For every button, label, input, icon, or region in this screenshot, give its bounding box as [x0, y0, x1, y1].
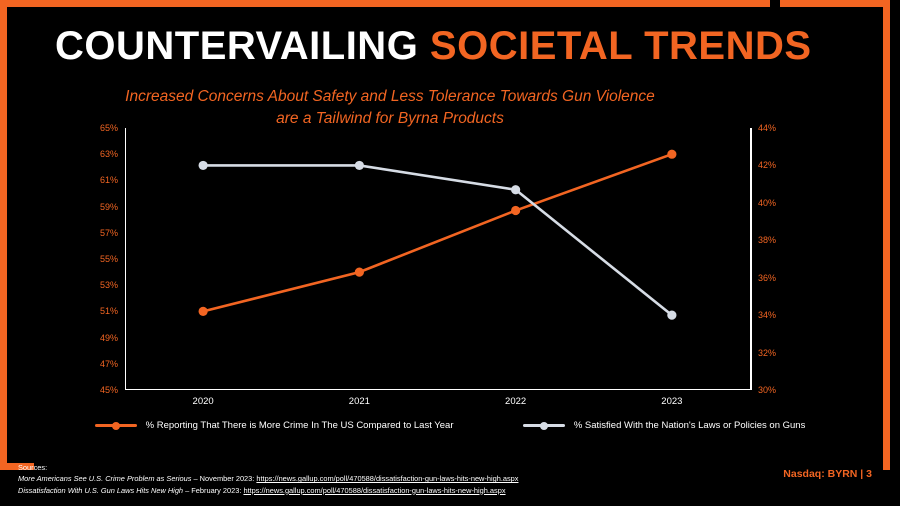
sources-line-1: [18, 473, 518, 484]
decorative-left-bar: [0, 0, 7, 470]
right-axis-line: [750, 128, 752, 390]
left-axis-tick: 53%: [99, 280, 118, 291]
sources-line-2-link[interactable]: https://news.gallup.com/poll/470588/dissatisfaction-gun-laws-hits-new-high.aspx: [243, 485, 506, 495]
series-marker: [199, 307, 208, 316]
x-axis-tick: 2020: [192, 396, 214, 407]
nasdaq-footer: Nasdaq: BYRN | 3: [783, 468, 872, 480]
sources-line-2-title: Dissatisfaction With U.S. Gun Laws Hits New High: [18, 485, 184, 495]
legend-item-crime: [95, 420, 454, 431]
page-title-part1: COUNTERVAILING: [55, 24, 430, 68]
x-axis-tick: 2021: [348, 396, 370, 407]
right-axis-tick: 42%: [758, 160, 777, 171]
x-axis-tick: 2022: [505, 396, 527, 407]
legend-label-crime: % Reporting That There is More Crime In The US Compared to Last Year: [145, 420, 454, 431]
subtitle-line-2: are a Tailwind for Byrna Products: [276, 110, 504, 128]
left-axis-tick: 49%: [99, 332, 118, 343]
left-axis-tick: 51%: [99, 306, 118, 317]
right-axis-tick: 38%: [758, 235, 777, 246]
series-marker: [667, 311, 676, 320]
left-axis-tick: 65%: [99, 123, 118, 133]
sources-line-1-link[interactable]: https://news.gallup.com/poll/470588/dissatisfaction-gun-laws-hits-new-high.aspx: [256, 474, 519, 484]
series-marker: [199, 161, 208, 170]
left-axis-tick: 61%: [99, 175, 118, 186]
x-axis-tick: 2023: [661, 396, 683, 407]
sources-line-1-rest: – November 2023:: [191, 474, 257, 484]
left-axis-tick: 47%: [99, 358, 118, 369]
sources-block: [18, 462, 518, 496]
right-axis-tick: 40%: [758, 197, 777, 208]
series-marker: [355, 161, 364, 170]
sources-heading: Sources:: [18, 462, 48, 472]
left-axis-tick: 45%: [99, 385, 118, 395]
decorative-top-bar: [0, 0, 770, 7]
series-layer: [125, 128, 750, 390]
series-marker: [511, 206, 520, 215]
legend-label-gunlaws: % Satisfied With the Nation's Laws or Policies on Guns: [573, 420, 806, 431]
right-axis-tick: 30%: [758, 385, 777, 395]
decorative-right-bar: [883, 0, 890, 470]
right-axis-tick: 34%: [758, 310, 777, 321]
page-title-part2: SOCIETAL TRENDS: [429, 24, 812, 68]
subtitle-line-1: Increased Concerns About Safety and Less Tolerance Towards Gun Violence: [125, 88, 655, 105]
page-title: [55, 24, 812, 69]
left-axis-tick: 59%: [99, 201, 118, 212]
sources-line-1-title: More Americans See U.S. Crime Problem as Serious: [18, 474, 192, 484]
left-axis-tick: 57%: [99, 227, 118, 238]
legend-swatch-crime: [95, 424, 137, 427]
left-axis-tick: 63%: [99, 149, 118, 160]
chart: [40, 123, 840, 407]
series-marker: [667, 150, 676, 159]
left-axis-tick: 55%: [99, 254, 118, 264]
legend-swatch-gunlaws: [523, 424, 565, 427]
legend-item-gunlaws: [523, 420, 806, 431]
sources-line-2-rest: – February 2023:: [183, 485, 244, 495]
series-marker: [355, 268, 364, 277]
decorative-corner-bar: [780, 0, 890, 7]
chart-legend: [60, 420, 840, 431]
right-axis-tick: 36%: [758, 272, 777, 283]
right-axis-tick: 44%: [758, 123, 777, 133]
series-marker: [511, 185, 520, 194]
sources-line-2: [18, 485, 518, 496]
right-axis-tick: 32%: [758, 347, 777, 358]
